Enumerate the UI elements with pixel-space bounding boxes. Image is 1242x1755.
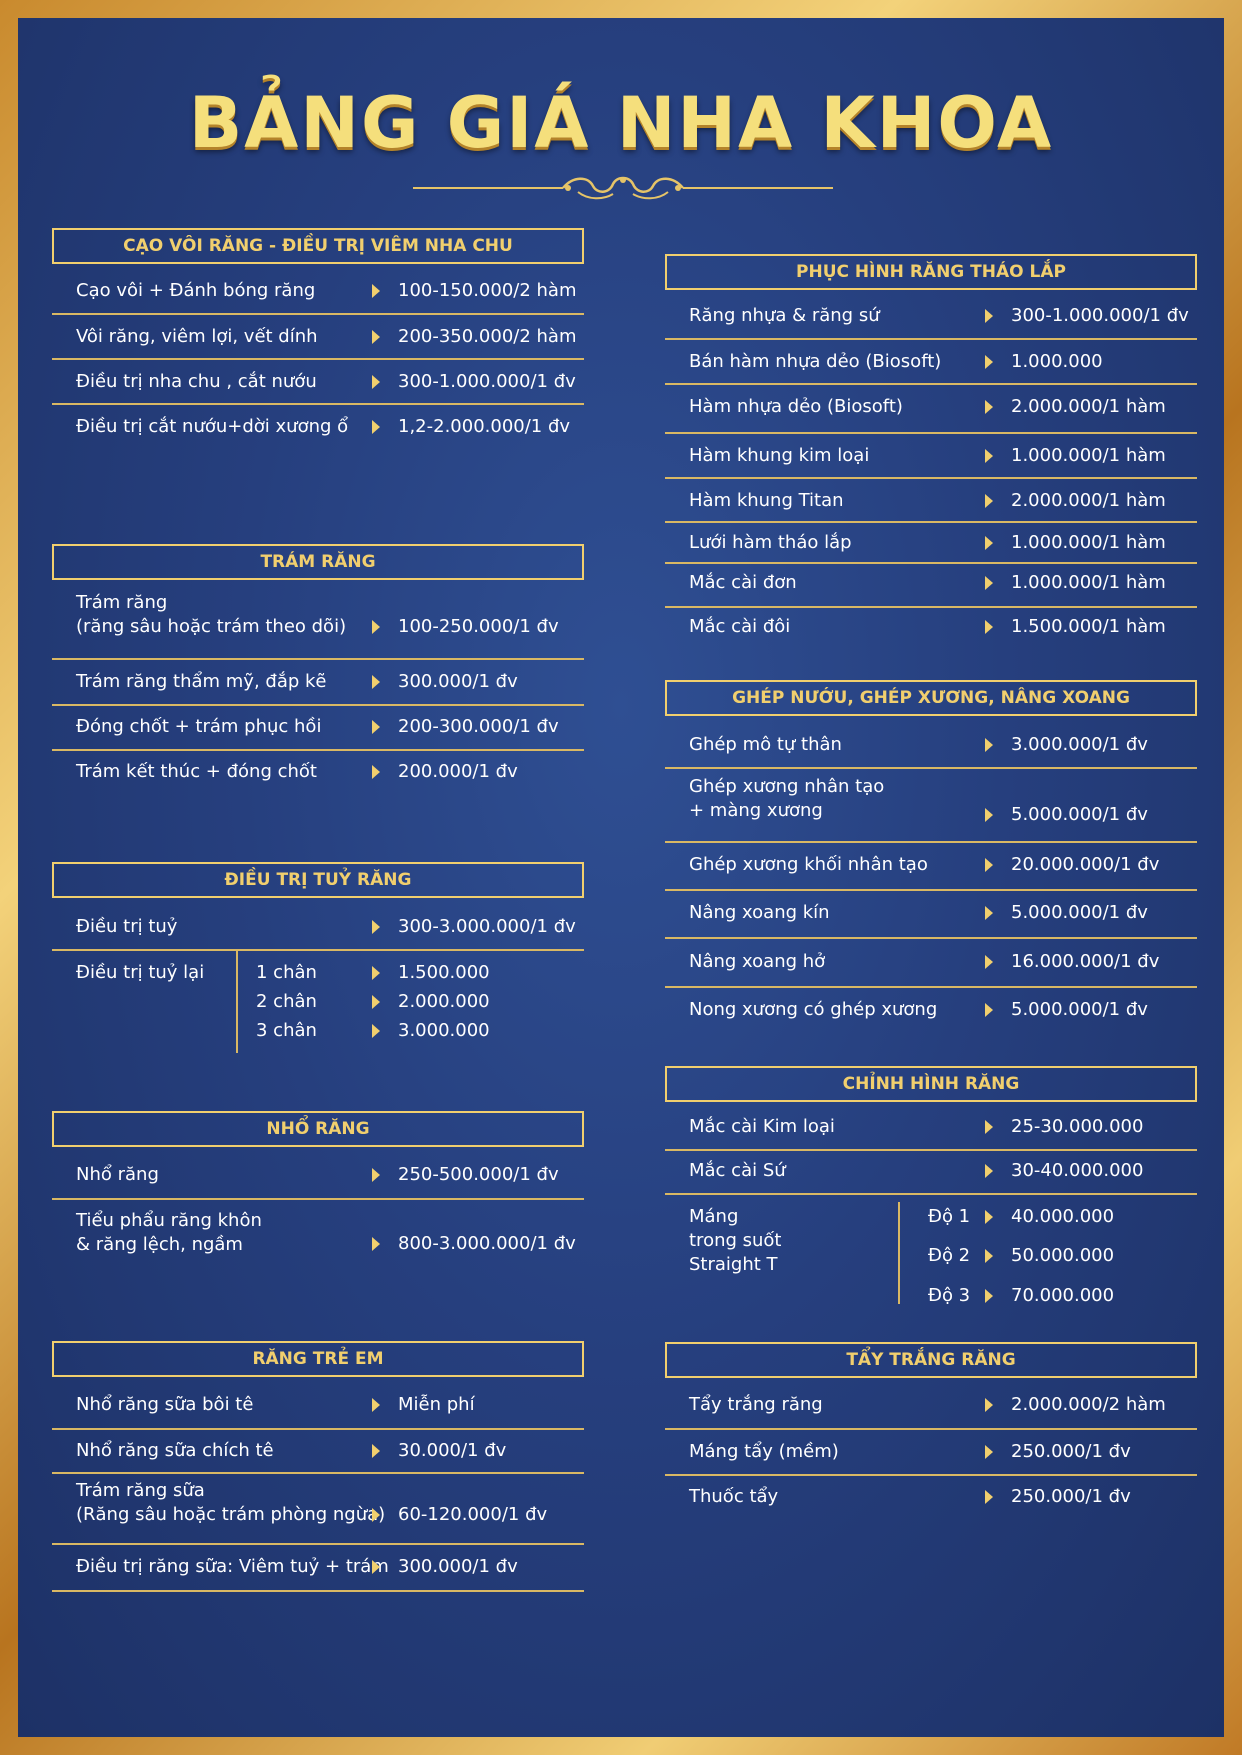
arrow-icon	[985, 1210, 993, 1224]
list-item: Nhổ răng sữa bôi tê Miễn phí	[76, 1394, 475, 1415]
arrow-icon	[372, 1237, 380, 1251]
list-item: Lưới hàm tháo lắp 1.000.000/1 hàm	[689, 532, 1166, 553]
sub-label: Độ 1	[928, 1206, 971, 1227]
list-item: Mắc cài đôi 1.500.000/1 hàm	[689, 616, 1166, 637]
divider	[52, 403, 584, 405]
divider	[665, 432, 1197, 434]
arrow-icon	[985, 1289, 993, 1303]
list-item: Nong xương có ghép xương 5.000.000/1 đv	[689, 999, 1148, 1020]
list-item: Nhổ răng sữa chích tê 30.000/1 đv	[76, 1440, 507, 1461]
list-item: Điều trị cắt nướu+dời xương ổ 1,2-2.000.000/1 đv	[76, 416, 571, 437]
arrow-icon	[985, 808, 993, 822]
arrow-icon	[372, 1560, 380, 1574]
sub-value: 70.000.000	[1011, 1285, 1115, 1306]
arrow-icon	[372, 1444, 380, 1458]
arrow-icon	[985, 1249, 993, 1263]
section-title-extraction: NHỔ RĂNG	[52, 1111, 584, 1147]
aligner-label: trong suốt	[689, 1230, 782, 1251]
divider	[665, 477, 1197, 479]
sub-label: 1 chân	[256, 962, 317, 983]
divider	[52, 749, 584, 751]
list-item: Bán hàm nhựa dẻo (Biosoft) 1.000.000	[689, 351, 1103, 372]
list-item: Điều trị tuỷ lại	[76, 962, 205, 983]
divider	[665, 521, 1197, 523]
list-item: Nâng xoang kín 5.000.000/1 đv	[689, 902, 1148, 923]
divider	[665, 562, 1197, 564]
divider	[665, 937, 1197, 939]
arrow-icon	[985, 355, 993, 369]
arrow-icon	[372, 765, 380, 779]
divider	[665, 383, 1197, 385]
divider-vertical	[236, 951, 238, 1053]
arrow-icon	[985, 1445, 993, 1459]
divider	[665, 1149, 1197, 1151]
section-title-grafting: GHÉP NƯỚU, GHÉP XƯƠNG, NÂNG XOANG	[665, 680, 1197, 716]
sub-value: 3.000.000	[398, 1020, 490, 1041]
divider	[52, 1590, 584, 1592]
divider	[52, 1428, 584, 1430]
list-item: Thuốc tẩy 250.000/1 đv	[689, 1486, 1131, 1507]
arrow-icon	[372, 1024, 380, 1038]
list-item: Ghép xương khối nhân tạo 20.000.000/1 đv	[689, 854, 1160, 875]
divider	[665, 986, 1197, 988]
arrow-icon	[985, 620, 993, 634]
list-item: Tiểu phẩu răng khôn & răng lệch, ngầm 800-3.000.000/1 đv	[76, 1210, 576, 1255]
sub-value: 40.000.000	[1011, 1206, 1115, 1227]
ornament-divider-icon	[413, 168, 833, 208]
list-item: Trám răng sữa (Răng sâu hoặc trám phòng ngừa) 60-120.000/1 đv	[76, 1480, 548, 1525]
price-board	[18, 18, 1224, 1737]
sub-label: 2 chân	[256, 991, 317, 1012]
section-title-scaling: CẠO VÔI RĂNG - ĐIỀU TRỊ VIÊM NHA CHU	[52, 228, 584, 264]
arrow-icon	[985, 449, 993, 463]
list-item: Điều trị nha chu , cắt nướu 300-1.000.000/1 đv	[76, 371, 576, 392]
sub-value: 1.500.000	[398, 962, 490, 983]
arrow-icon	[985, 576, 993, 590]
section-title-whitening: TẨY TRẮNG RĂNG	[665, 1342, 1197, 1378]
section-title-filling: TRÁM RĂNG	[52, 544, 584, 580]
divider	[52, 1543, 584, 1545]
list-item: Máng tẩy (mềm) 250.000/1 đv	[689, 1441, 1131, 1462]
list-item: Điều trị tuỷ 300-3.000.000/1 đv	[76, 916, 576, 937]
arrow-icon	[985, 1164, 993, 1178]
divider	[665, 889, 1197, 891]
divider	[52, 658, 584, 660]
arrow-icon	[985, 858, 993, 872]
divider	[52, 1472, 584, 1474]
divider	[665, 767, 1197, 769]
divider	[52, 704, 584, 706]
arrow-icon	[372, 920, 380, 934]
list-item: Trám răng thẩm mỹ, đắp kẽ 300.000/1 đv	[76, 671, 518, 692]
sub-value: 50.000.000	[1011, 1245, 1115, 1266]
aligner-label: Straight T	[689, 1254, 778, 1275]
arrow-icon	[372, 375, 380, 389]
section-title-root-canal: ĐIỀU TRỊ TUỶ RĂNG	[52, 862, 584, 898]
sub-label: 3 chân	[256, 1020, 317, 1041]
section-title-children: RĂNG TRẺ EM	[52, 1341, 584, 1377]
divider	[665, 338, 1197, 340]
divider	[52, 949, 584, 951]
aligner-label: Máng	[689, 1206, 739, 1227]
arrow-icon	[985, 536, 993, 550]
list-item: Đóng chốt + trám phục hồi 200-300.000/1 đv	[76, 716, 559, 737]
arrow-icon	[372, 284, 380, 298]
divider	[665, 1474, 1197, 1476]
arrow-icon	[985, 906, 993, 920]
sub-label: Độ 2	[928, 1245, 971, 1266]
arrow-icon	[372, 966, 380, 980]
arrow-icon	[372, 420, 380, 434]
list-item: Nâng xoang hở 16.000.000/1 đv	[689, 951, 1160, 972]
divider	[52, 358, 584, 360]
list-item: Ghép xương nhân tạo + màng xương 5.000.000/1 đv	[689, 776, 1148, 825]
list-item: Nhổ răng 250-500.000/1 đv	[76, 1164, 559, 1185]
section-title-dentures: PHỤC HÌNH RĂNG THÁO LẮP	[665, 254, 1197, 290]
divider-vertical	[898, 1202, 900, 1304]
arrow-icon	[985, 309, 993, 323]
sub-label: Độ 3	[928, 1285, 971, 1306]
arrow-icon	[985, 1003, 993, 1017]
sub-value: 2.000.000	[398, 991, 490, 1012]
divider	[665, 1193, 1197, 1195]
arrow-icon	[985, 738, 993, 752]
section-title-orthodontics: CHỈNH HÌNH RĂNG	[665, 1066, 1197, 1102]
arrow-icon	[372, 1508, 380, 1522]
arrow-icon	[985, 400, 993, 414]
list-item: Hàm nhựa dẻo (Biosoft) 2.000.000/1 hàm	[689, 396, 1166, 417]
list-item: Vôi răng, viêm lợi, vết dính 200-350.000/2 hàm	[76, 326, 577, 347]
list-item: Mắc cài Sứ 30-40.000.000	[689, 1160, 1144, 1181]
arrow-icon	[985, 1120, 993, 1134]
arrow-icon	[372, 720, 380, 734]
list-item: Mắc cài Kim loại 25-30.000.000	[689, 1116, 1144, 1137]
divider	[52, 1198, 584, 1200]
list-item: Răng nhựa & răng sứ 300-1.000.000/1 đv	[689, 305, 1189, 326]
list-item: Trám răng (răng sâu hoặc trám theo dõi) 100-250.000/1 đv	[76, 592, 559, 637]
list-item: Hàm khung kim loại 1.000.000/1 hàm	[689, 445, 1166, 466]
page-title: BẢNG GIÁ NHA KHOA	[188, 82, 1054, 164]
list-item: Hàm khung Titan 2.000.000/1 hàm	[689, 490, 1166, 511]
list-item: Mắc cài đơn 1.000.000/1 hàm	[689, 572, 1166, 593]
arrow-icon	[372, 330, 380, 344]
arrow-icon	[372, 620, 380, 634]
list-item: Ghép mô tự thân 3.000.000/1 đv	[689, 734, 1148, 755]
arrow-icon	[372, 995, 380, 1009]
arrow-icon	[985, 494, 993, 508]
arrow-icon	[985, 1490, 993, 1504]
arrow-icon	[985, 955, 993, 969]
divider	[52, 313, 584, 315]
divider	[665, 1428, 1197, 1430]
arrow-icon	[372, 675, 380, 689]
divider	[665, 606, 1197, 608]
arrow-icon	[372, 1168, 380, 1182]
arrow-icon	[985, 1398, 993, 1412]
list-item: Trám kết thúc + đóng chốt 200.000/1 đv	[76, 761, 518, 782]
divider	[665, 841, 1197, 843]
list-item: Điều trị răng sữa: Viêm tuỷ + trám 300.000/1 đv	[76, 1556, 518, 1577]
arrow-icon	[372, 1398, 380, 1412]
list-item: Cạo vôi + Đánh bóng răng 100-150.000/2 hàm	[76, 280, 577, 301]
list-item: Tẩy trắng răng 2.000.000/2 hàm	[689, 1394, 1166, 1415]
